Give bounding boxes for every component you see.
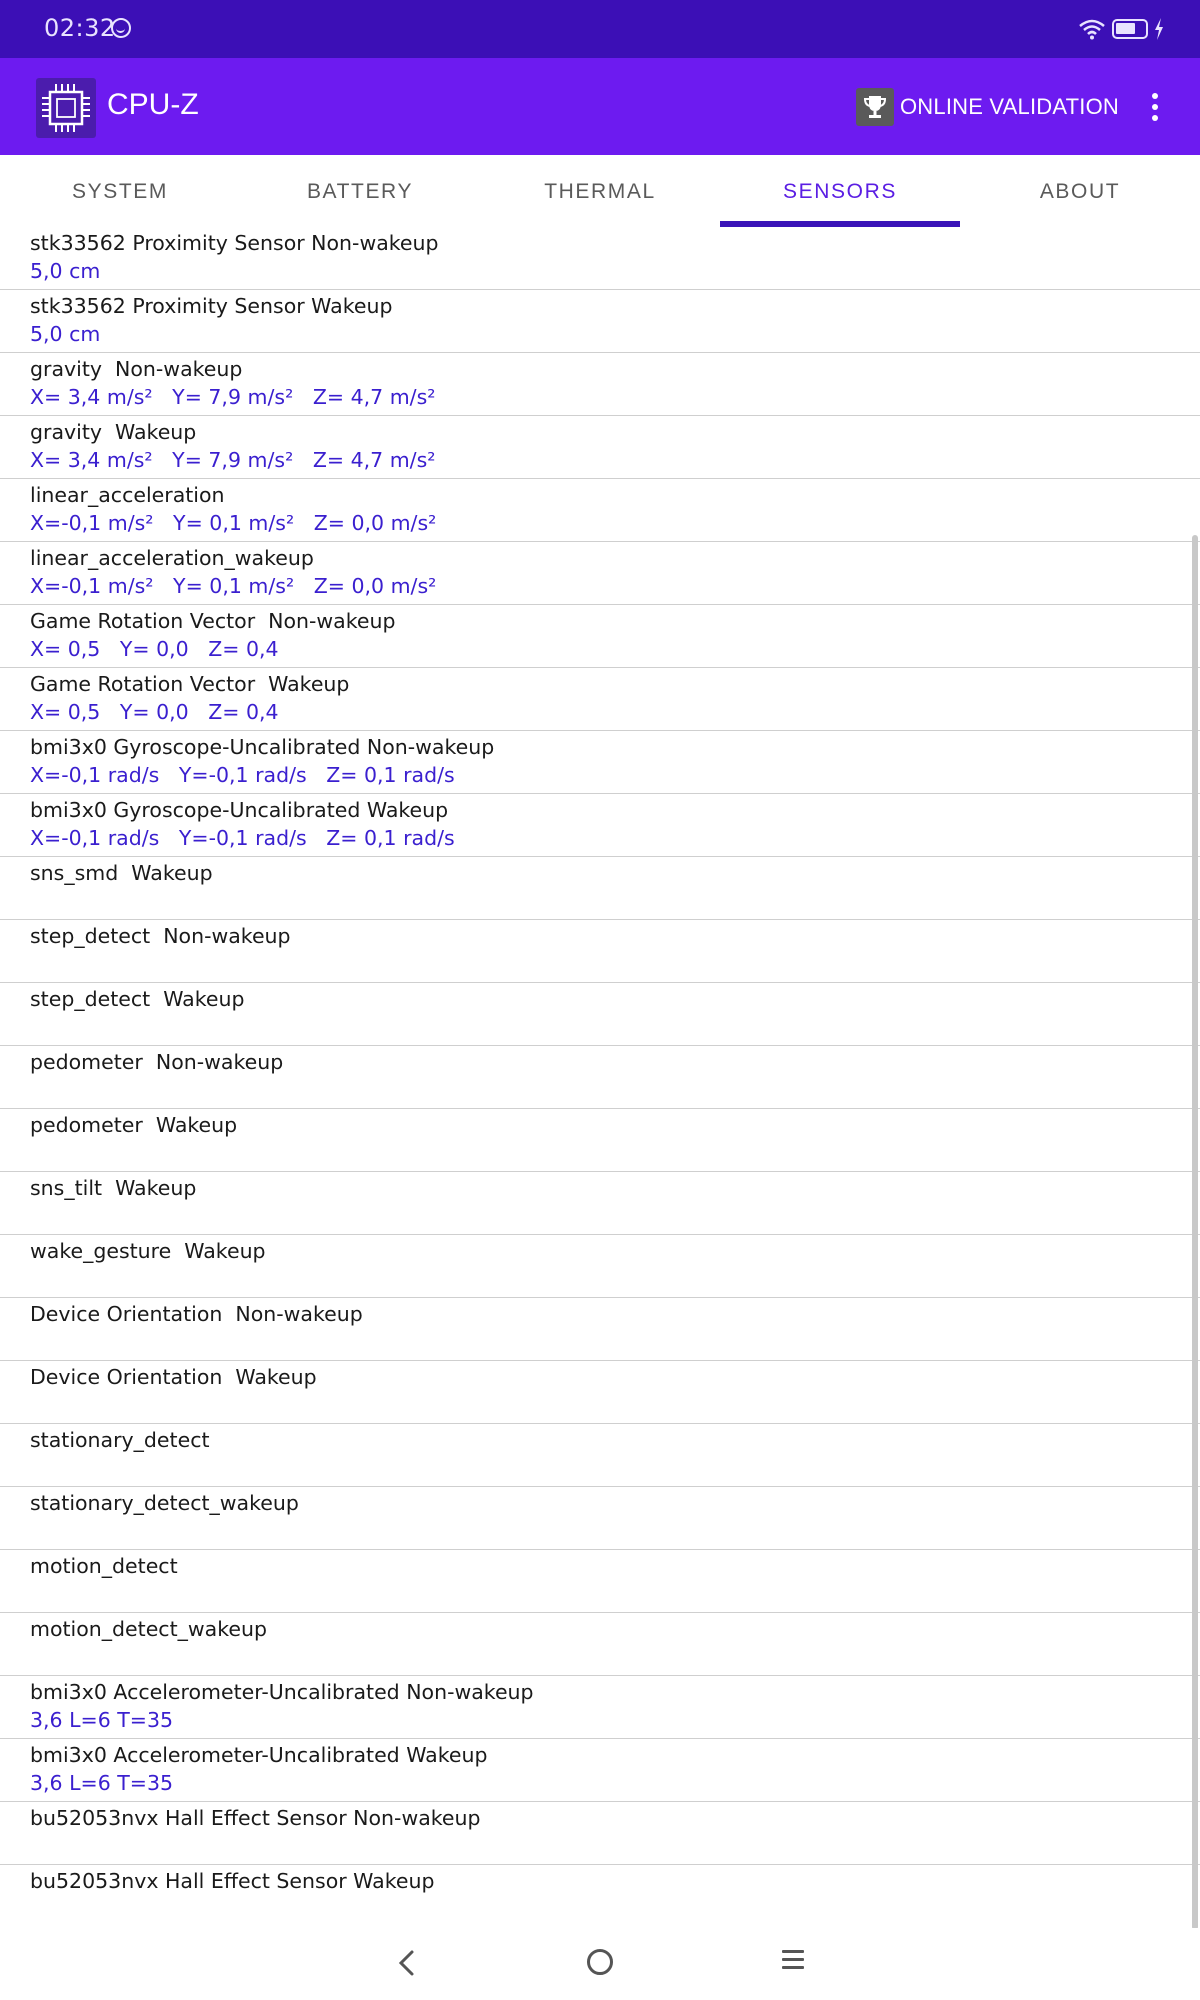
- sensor-name: bu52053nvx Hall Effect Sensor Non-wakeup: [30, 1806, 481, 1830]
- more-vert-icon[interactable]: [1146, 88, 1164, 126]
- sensor-value: X=-0,1 m/s² Y= 0,1 m/s² Z= 0,0 m/s²: [30, 574, 437, 598]
- sensor-name: pedometer Non-wakeup: [30, 1050, 284, 1074]
- sensor-name: step_detect Non-wakeup: [30, 924, 291, 948]
- sensor-value: X= 0,5 Y= 0,0 Z= 0,4: [30, 637, 279, 661]
- sensor-name: bu52053nvx Hall Effect Sensor Wakeup: [30, 1869, 435, 1893]
- sensor-value: 3,6 L=6 T=35: [30, 1708, 174, 1732]
- sensor-name: step_detect Wakeup: [30, 987, 245, 1011]
- sensor-row: [0, 1235, 1200, 1298]
- sensor-row: [0, 1550, 1200, 1613]
- home-icon[interactable]: [587, 1949, 613, 1975]
- scrollbar[interactable]: [1192, 535, 1198, 1930]
- cpu-chip-icon: [36, 78, 96, 138]
- sensor-name: wake_gesture Wakeup: [30, 1239, 266, 1263]
- charging-bolt-icon: [1153, 17, 1165, 41]
- tab-thermal[interactable]: THERMAL: [544, 180, 656, 203]
- sensor-value: 5,0 cm: [30, 259, 101, 283]
- sensor-row: [0, 1676, 1200, 1739]
- sensor-name: stationary_detect_wakeup: [30, 1491, 299, 1515]
- sensor-row: [0, 605, 1200, 668]
- sensor-row: [0, 1739, 1200, 1802]
- sensor-list[interactable]: [0, 227, 1200, 1928]
- sensor-name: bmi3x0 Accelerometer-Uncalibrated Wakeup: [30, 1743, 488, 1767]
- sensor-value: 3,6 L=6 T=35: [30, 1771, 174, 1795]
- sensor-row: [0, 353, 1200, 416]
- trophy-icon: [856, 88, 894, 126]
- sensor-value: X= 3,4 m/s² Y= 7,9 m/s² Z= 4,7 m/s²: [30, 385, 436, 409]
- battery-icon: [1112, 19, 1148, 39]
- app-bar: [0, 58, 1200, 155]
- sensor-name: linear_acceleration: [30, 483, 225, 507]
- sensor-name: motion_detect: [30, 1554, 178, 1578]
- sensor-name: pedometer Wakeup: [30, 1113, 238, 1137]
- wifi-icon: [1078, 18, 1106, 40]
- sensor-row: [0, 227, 1200, 290]
- sensor-name: bmi3x0 Gyroscope-Uncalibrated Wakeup: [30, 798, 449, 822]
- sensor-row: [0, 290, 1200, 353]
- app-title: CPU-Z: [107, 88, 199, 121]
- sensor-row: [0, 1613, 1200, 1676]
- smiley-icon: [111, 18, 131, 38]
- sensor-value: X= 3,4 m/s² Y= 7,9 m/s² Z= 4,7 m/s²: [30, 448, 436, 472]
- sensor-row: [0, 542, 1200, 605]
- sensor-name: sns_smd Wakeup: [30, 861, 213, 885]
- sensor-name: Game Rotation Vector Wakeup: [30, 672, 350, 696]
- tab-battery[interactable]: BATTERY: [306, 180, 414, 203]
- sensor-name: linear_acceleration_wakeup: [30, 546, 314, 570]
- sensor-name: stk33562 Proximity Sensor Wakeup: [30, 294, 393, 318]
- status-bar: [0, 0, 1200, 58]
- back-icon[interactable]: [392, 1948, 422, 1978]
- sensor-value: X=-0,1 rad/s Y=-0,1 rad/s Z= 0,1 rad/s: [30, 826, 455, 850]
- sensor-name: motion_detect_wakeup: [30, 1617, 267, 1641]
- sensor-row: [0, 794, 1200, 857]
- tab-about[interactable]: ABOUT: [1039, 180, 1121, 203]
- tab-sensors[interactable]: SENSORS: [783, 180, 897, 203]
- sensor-row: [0, 1487, 1200, 1550]
- recents-icon[interactable]: [782, 1950, 804, 1976]
- status-time: 02:32: [44, 14, 116, 42]
- sensor-row: [0, 1109, 1200, 1172]
- sensor-row: [0, 1172, 1200, 1235]
- sensor-row: [0, 668, 1200, 731]
- sensor-name: stationary_detect: [30, 1428, 210, 1452]
- sensor-row: [0, 1424, 1200, 1487]
- sensor-name: bmi3x0 Accelerometer-Uncalibrated Non-wakeup: [30, 1680, 534, 1704]
- sensor-value: X= 0,5 Y= 0,0 Z= 0,4: [30, 700, 279, 724]
- sensor-row: [0, 1802, 1200, 1865]
- tab-system[interactable]: SYSTEM: [72, 180, 168, 203]
- sensor-row: [0, 1865, 1200, 1928]
- sensor-name: Game Rotation Vector Non-wakeup: [30, 609, 396, 633]
- sensor-name: sns_tilt Wakeup: [30, 1176, 197, 1200]
- sensor-value: X=-0,1 m/s² Y= 0,1 m/s² Z= 0,0 m/s²: [30, 511, 437, 535]
- sensor-row: [0, 857, 1200, 920]
- sensor-row: [0, 479, 1200, 542]
- sensor-name: gravity Wakeup: [30, 420, 197, 444]
- navigation-bar: [0, 1928, 1200, 2000]
- sensor-row: [0, 920, 1200, 983]
- sensor-name: gravity Non-wakeup: [30, 357, 243, 381]
- sensor-row: [0, 1046, 1200, 1109]
- online-validation-label: ONLINE VALIDATION: [900, 94, 1119, 119]
- sensor-value: X=-0,1 rad/s Y=-0,1 rad/s Z= 0,1 rad/s: [30, 763, 455, 787]
- sensor-row: [0, 1298, 1200, 1361]
- sensor-value: 5,0 cm: [30, 322, 101, 346]
- sensor-row: [0, 1361, 1200, 1424]
- sensor-name: Device Orientation Non-wakeup: [30, 1302, 363, 1326]
- sensor-row: [0, 983, 1200, 1046]
- online-validation-button[interactable]: [856, 88, 1119, 126]
- tab-bar: [0, 155, 1200, 227]
- sensor-row: [0, 731, 1200, 794]
- sensor-name: stk33562 Proximity Sensor Non-wakeup: [30, 231, 439, 255]
- sensor-name: bmi3x0 Gyroscope-Uncalibrated Non-wakeup: [30, 735, 495, 759]
- sensor-row: [0, 416, 1200, 479]
- sensor-name: Device Orientation Wakeup: [30, 1365, 317, 1389]
